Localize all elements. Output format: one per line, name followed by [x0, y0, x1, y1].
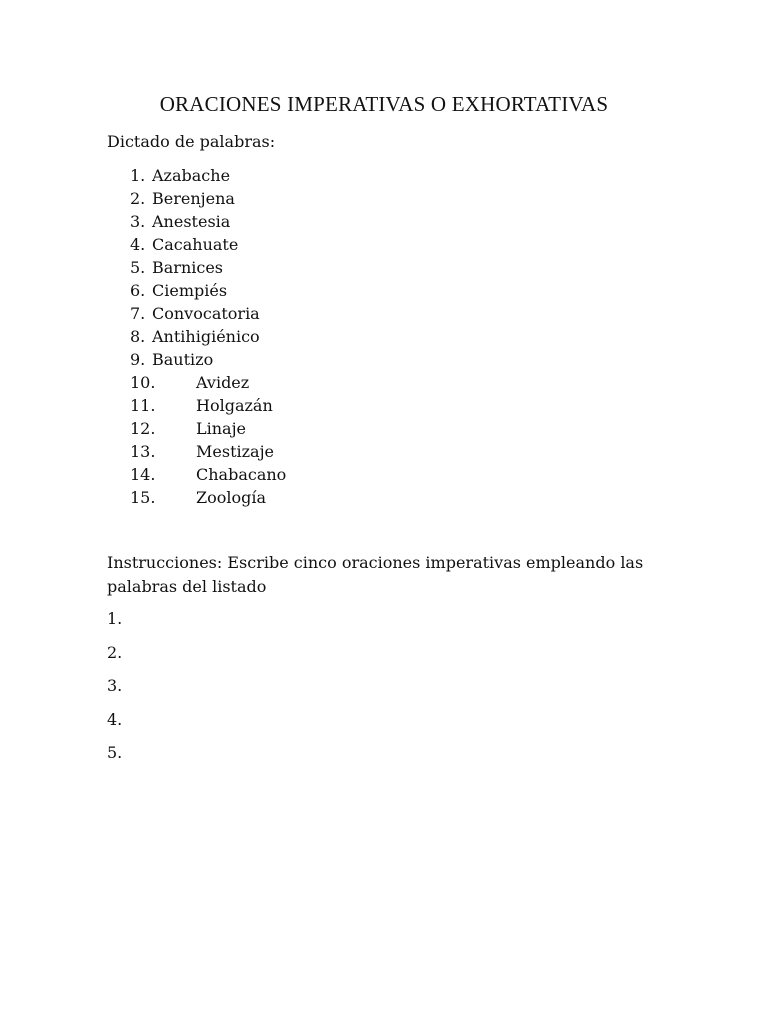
- word-number: 12.: [130, 419, 156, 438]
- answer-list: [107, 607, 122, 775]
- word-number: 9.: [130, 350, 146, 369]
- word-number: 6.: [130, 281, 146, 300]
- word-text: Antihigiénico: [152, 327, 260, 346]
- word-number: 11.: [130, 396, 156, 415]
- word-text: Zoología: [196, 488, 267, 507]
- word-text: Chabacano: [196, 465, 287, 484]
- word-text: Bautizo: [152, 350, 214, 369]
- word-number: 1.: [130, 166, 146, 185]
- word-number: 13.: [130, 442, 156, 461]
- word-list-item: [0, 210, 768, 233]
- word-list-item: [0, 486, 768, 509]
- word-number: 14.: [130, 465, 156, 484]
- document-title: ORACIONES IMPERATIVAS O EXHORTATIVAS: [159, 92, 609, 116]
- answer-line-5: 5.: [107, 743, 123, 762]
- word-number: 5.: [130, 258, 146, 277]
- word-text: Avidez: [196, 373, 250, 392]
- answer-line-2: 2.: [107, 642, 123, 662]
- word-list-item: [0, 417, 768, 440]
- answer-line-4: 4.: [107, 709, 123, 729]
- word-text: Convocatoria: [152, 304, 260, 323]
- word-number: 3.: [130, 212, 146, 231]
- word-list-item: [0, 463, 768, 486]
- word-list-item: [0, 302, 768, 325]
- word-text: Barnices: [152, 258, 224, 277]
- word-text: Linaje: [196, 419, 247, 438]
- word-list-item: [0, 440, 768, 463]
- word-text: Berenjena: [152, 189, 235, 208]
- word-text: Cacahuate: [152, 235, 239, 254]
- instructions-paragraph: Instrucciones: Escribe cinco oraciones imperativas empleando las palabras del listado: [107, 553, 644, 596]
- word-list-item: [0, 279, 768, 302]
- word-text: Holgazán: [196, 396, 273, 415]
- word-list-item: [0, 187, 768, 210]
- word-number: 10.: [130, 373, 156, 392]
- word-list-item: [0, 325, 768, 348]
- word-list-item: [0, 256, 768, 279]
- word-number: 7.: [130, 304, 146, 323]
- word-text: Anestesia: [152, 212, 231, 231]
- word-number: 2.: [130, 189, 146, 208]
- word-text: Ciempiés: [152, 281, 228, 300]
- answer-line-1: 1.: [107, 609, 123, 628]
- word-number: 15.: [130, 488, 156, 507]
- word-list-item: [0, 371, 768, 394]
- word-list-item: [0, 164, 768, 187]
- word-list: [0, 164, 768, 509]
- word-number: 4.: [130, 235, 146, 254]
- answer-line-3: 3.: [107, 676, 123, 695]
- word-list-item: [0, 348, 768, 371]
- word-text: Azabache: [152, 166, 231, 185]
- dictation-heading: Dictado de palabras:: [107, 132, 276, 151]
- word-list-item: [0, 233, 768, 256]
- word-number: 8.: [130, 327, 146, 346]
- word-list-item: [0, 394, 768, 417]
- word-text: Mestizaje: [196, 442, 275, 461]
